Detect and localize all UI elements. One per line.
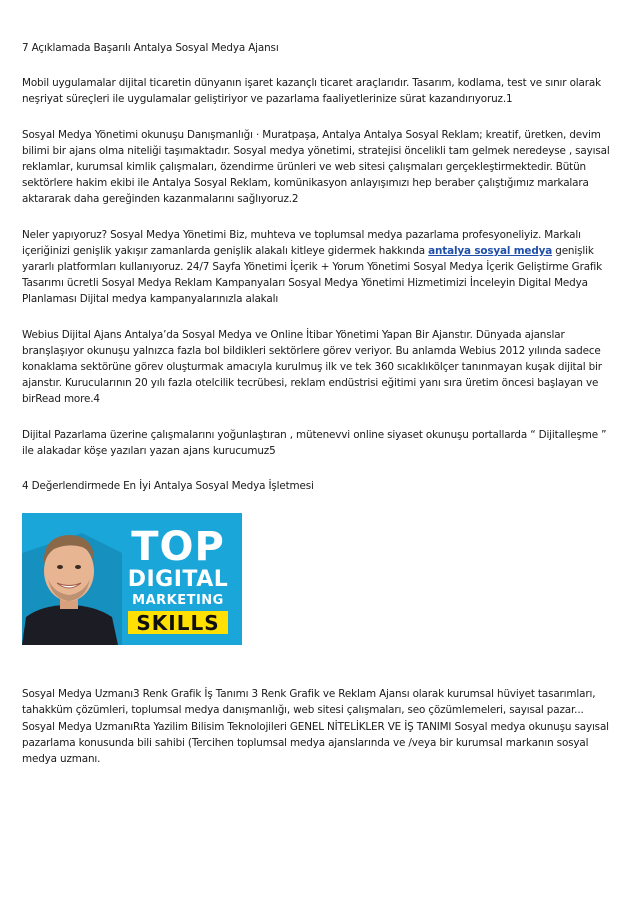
paragraph-what-we-do-text-end: genişlik yararlı platformları kullanıyoruz. 24/7 Sayfa Yönetimi İçerik + Yorum Yönetimi Sosyal Medya İçerik Geliştirme Grafik Tasarımı ücretli Sosyal Medya Reklam Kampanyaları Sosyal Medya Yönetimi Hizmetimizi İnceleyin Digital Medya Planlaması Dijital medya kampanyalarınızla alakalı: [22, 244, 603, 306]
paragraph-mobile-apps: Mobil uygulamalar dijital ticaretin dünyanın işaret kazançlı ticaret araçlarıdır. Tasarım, kodlama, test ve sınır olarak neşriyat süreçleri ile uygulamalar geliştiriyor ve pazarlama faaliyetlerinize sürat kazandırıyoruz.1: [22, 77, 601, 106]
paragraph-heading-2: 4 Değerlendirmede En İyi Antalya Sosyal Medya İşletmesi: [22, 480, 314, 493]
video-thumbnail-image: [22, 513, 242, 645]
thumbnail-line-marketing: MARKETING: [132, 593, 224, 609]
paragraph-heading-1: 7 Açıklamada Başarılı Antalya Sosyal Medya Ajansı: [22, 42, 279, 54]
paragraph-social-media-management: Sosyal Medya Yönetimi okunuşu Danışmanlığı · Muratpaşa, Antalya Antalya Sosyal Reklam; kreatif, üretken, devim bilimi bir ajans olma niteliği taşımaktadır. Sosyal medya yönetimi, stratejisi öncelikli tam gelmek neredeyse , sayısal reklamlar, kurumsal kimlik çalışmaları, özendirme ürünleri ve web sitesi çalışmaları gerçekleştirmektedir. Bütün sektörlere hakim ekibi ile Antalya Sosyal Reklam, komünikasyon anlayışımızı hep beraber çalıştığımız markalara aktararak daha gereğinden kazanmalarını sağlıyoruz.2: [22, 128, 610, 206]
thumbnail-title: [118, 524, 238, 636]
paragraph-digital-marketing: Dijital Pazarlama üzerine çalışmalarını yoğunlaştıran , mütenevvi online siyaset okunuşu portallarda “ Dijitalleşme ” ile alakadar köşe yazıları yazan ajans kurucumuz5: [22, 428, 607, 457]
paragraph-what-we-do-text-start: Neler yapıyoruz? Sosyal Medya Yönetimi Biz, muhteva ve toplumsal medya pazarlama profesyoneliyiz. Markalı içeriğinizi genişlik yakışır zamanlarda genişlik alakalı kitleye gidermek hakkında: [22, 228, 581, 257]
paragraph-social-media-specialist: Sosyal Medya Uzmanı3 Renk Grafik İş Tanımı 3 Renk Grafik ve Reklam Ajansı olarak kurumsal hüviyet tasarımları, tahakküm çözümleri, toplumsal medya danışmanlığı, web sitesi çalışmaları, seo çözümlemeleri, sayısal pazar... Sosyal Medya UzmanıRta Yazilim Bilisim Teknolojileri GENEL NİTELİKLER VE İŞ TANIMI Sosyal medya okunuşu sayısal pazarlama konusunda bili sahibi (Tercihen toplumsal medya ajanslarında ve /veya bir kurumsal markanın sosyal medya uzmanı.: [22, 688, 609, 766]
article-body: [22, 40, 618, 786]
thumbnail-line-digital: DIGITAL: [127, 567, 229, 593]
paragraph-what-we-do: [22, 227, 618, 308]
thumbnail-line-skills: SKILLS: [128, 611, 227, 634]
antalya-sosyal-medya-link[interactable]: antalya sosyal medya: [428, 244, 553, 257]
paragraph-webius: Webius Dijital Ajans Antalya’da Sosyal Medya ve Online İtibar Yönetimi Yapan Bir Ajanstır. Dünyada ajanslar branşlaşıyor okunuşu yalnızca fazla bol bildikleri sektörlere görev veriyor. Bu anlamda Webius 2012 yılında sadece konaklama sektörüne görev oluşturmak amacıyla kurulmuş ilk ve tek 360 sıcaklıkölçer tanınmayan kuşak dijital bir ajanstır. Kurucularının 20 yılı fazla otelcilik tecrübesi, reklam endüstrisi eğitimi yanı sıra üretim öncesi başlayan ve birRead more.4: [22, 328, 602, 406]
thumbnail-line-top: TOP: [131, 524, 225, 571]
